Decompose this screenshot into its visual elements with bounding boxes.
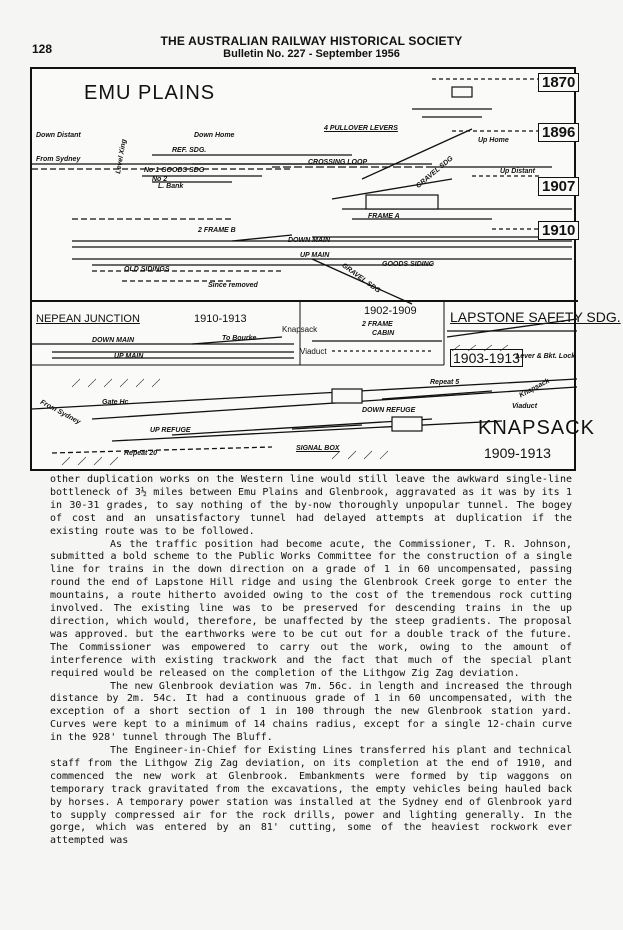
to-bourke-label: To Bourke	[222, 335, 257, 342]
goods-sdg-label: No 1 GOODS SDG	[144, 167, 205, 174]
paragraph: The Engineer-in-Chief for Existing Lines transferred his plant and technical staff from the Lithgow Zig Zag deviation, on its completion at the end of 1910, and commenced the new work at Glenbrook. Embankments were formed by tip waggons on temporary track gravitated from the excavations, the empty vehicles being hauled back by horses. A temporary power station was installed at the Sydney end of Glenbrook yard to supply compressed air for the rock drills, power and lighting generally. In the gorge, which was entered by an 81' cutting, some of the heaviest rockwork ever attempted was	[50, 745, 572, 847]
pullover-levers-label: 4 PULLOVER LEVERS	[324, 125, 398, 132]
viaduct-label-2: Viaduct	[512, 403, 538, 410]
gate-hc-label: Gate Hc	[102, 399, 129, 406]
year-1896: 1896	[538, 123, 579, 142]
frame-b-label: 2 FRAME B	[198, 227, 236, 234]
signal-box-label: SIGNAL BOX	[296, 445, 340, 452]
paragraph: other duplication works on the Western line would still leave the awkward single-line bottleneck of 3½ miles between Emu Plains and Glenbrook, aggravated as it was by its 1 in 30-31 grades, to say nothing of the by-now thoroughly unpopular tunnel. The bogey of cost and an unsatisfactory tunnel had delayed attempts at duplication if the existing route was to be followed.	[50, 474, 572, 537]
lapstone-years: 1903-1913	[450, 349, 523, 367]
emu-plains-title: EMU PLAINS	[84, 82, 216, 104]
knapsack-title: KNAPSACK	[478, 417, 595, 439]
year-1910: 1910	[538, 221, 579, 240]
frame-a-label: FRAME A	[368, 213, 400, 220]
goods-siding-label: GOODS SIDING	[382, 261, 435, 268]
paragraph: As the traffic position had become acute, the Commissioner, T. R. Johnson, submitted a bold scheme to the Public Works Committee for the construction of a single line for trains in the down direction on a grade of 1 in 60 uncompensated, passing round the end of Lapstone Hill ridge and using the Glenbrook Creek gorge to enter the mountains, a route hitherto avoided owing to the cost of the tremendous rock cutting involved. The existing line was to be preserved for descending trains in the up direction, which would, therefore, be unaffected by the steep gradients. The proposal was approved. but the earthworks were to be cut out for a double track of the future. The Commissioner was empowered to carry out the work, owing to the amount of interference with existing trackwork and the fact that much of the special plant required would be released on the completion of the Lithgow Zig Zag deviation.	[50, 538, 572, 679]
track-diagram-figure	[30, 67, 621, 471]
gravel-sdg-label: GRAVEL SDG	[415, 155, 455, 190]
gravel-sdg-2-label: GRAVEL SDG	[340, 262, 382, 295]
knapsack-small-label: Knapsack	[282, 325, 318, 334]
up-distant-label: Up Distant	[500, 168, 535, 175]
nepean-up-main: UP MAIN	[114, 353, 144, 360]
from-sydney-knapsack: From Sydney	[38, 398, 82, 427]
up-main-label: UP MAIN	[300, 252, 330, 259]
year-1870: 1870	[538, 73, 579, 92]
level-xing-label: Level Xing	[115, 138, 128, 175]
nepean-years: 1910-1913	[194, 313, 247, 325]
down-distant-label: Down Distant	[36, 132, 81, 139]
since-removed-label: Since removed	[208, 282, 258, 289]
lever-lock-label: Lever & Bkt. Lock	[516, 353, 576, 360]
knapsack-small-label-2: Knapsack	[518, 377, 551, 400]
down-home-label: Down Home	[194, 132, 235, 139]
down-refuge-label: DOWN REFUGE	[362, 407, 416, 414]
nepean-title: NEPEAN JUNCTION	[36, 313, 140, 325]
ref-sdg-label: REF. SDG.	[172, 147, 207, 154]
repeat-5-label: Repeat 5	[430, 379, 460, 386]
issue-line: Bulletin No. 227 - September 1956	[223, 48, 400, 60]
viaduct-label: Viaduct	[300, 347, 327, 356]
old-sidings-label: OLD SIDINGS	[124, 266, 170, 273]
up-refuge-label: UP REFUGE	[150, 427, 191, 434]
no2-label: No 2	[152, 176, 168, 183]
repeat-20-label: Repeat 20	[124, 450, 158, 457]
article-body	[50, 474, 572, 848]
journal-title: THE AUSTRALIAN RAILWAY HISTORICAL SOCIETY	[160, 34, 463, 48]
nepean-down-main: DOWN MAIN	[92, 337, 134, 344]
crossing-loop-label: CROSSING LOOP	[308, 159, 368, 166]
down-main-label: DOWN MAIN	[288, 237, 330, 244]
year-1907: 1907	[538, 177, 579, 196]
frame-2-label: 2 FRAME	[362, 321, 393, 328]
page-number: 128	[32, 42, 53, 56]
cabin-label: CABIN	[372, 330, 395, 337]
up-home-label: Up Home	[478, 137, 509, 144]
viaduct-years: 1902-1909	[364, 305, 417, 317]
track-diagram-lines	[32, 69, 578, 473]
l-bank-label: L. Bank	[158, 183, 184, 190]
from-sydney-label: From Sydney	[36, 156, 81, 163]
lapstone-title: LAPSTONE SAFETY SDG.	[450, 309, 621, 325]
knapsack-years: 1909-1913	[484, 445, 551, 461]
paragraph: The new Glenbrook deviation was 7m. 56c. in length and increased the through distance by 2m. 54c. It had a continuous grade of 1 in 60 uncompensated, with the exception of a short section of 1 in 100 through the new Glenbrook station yard. Curves were kept to a minimum of 14 chains radius, except for a single 12-chain curve in the 928' tunnel through The Bluff.	[50, 680, 572, 744]
